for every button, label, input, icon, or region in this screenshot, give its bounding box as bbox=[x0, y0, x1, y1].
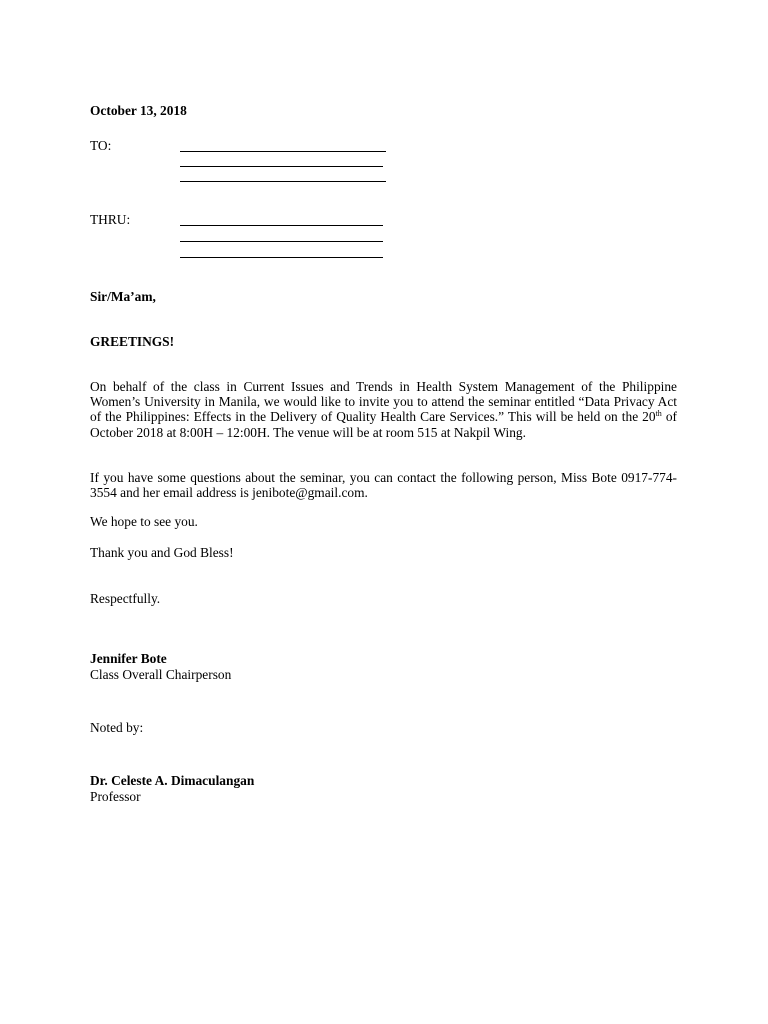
signatory-title: Class Overall Chairperson bbox=[90, 667, 232, 682]
signatory-name: Jennifer Bote bbox=[90, 651, 167, 666]
closing: Respectfully. bbox=[90, 591, 161, 606]
body-paragraph-invitation bbox=[90, 379, 677, 440]
noted-by-label: Noted by: bbox=[90, 720, 144, 735]
body-paragraph-thanks: Thank you and God Bless! bbox=[90, 545, 234, 560]
greeting: GREETINGS! bbox=[90, 334, 175, 349]
salutation: Sir/Ma’am, bbox=[90, 289, 156, 304]
invitation-text-part-1: On behalf of the class in Current Issues and Trends in Health System Management of the Philippine Women’s University in Manila, we would like to invite you to attend the seminar entitled “Data Privacy Act of the Philippines: Effects in the Delivery of Quality Health Care Services.” This will be held on the 20 bbox=[90, 379, 677, 425]
thru-blank-line-3 bbox=[180, 257, 383, 258]
noter-title: Professor bbox=[90, 789, 141, 804]
thru-label: THRU: bbox=[90, 212, 131, 227]
to-blank-line-2 bbox=[180, 166, 383, 167]
noter-name: Dr. Celeste A. Dimaculangan bbox=[90, 773, 255, 788]
thru-blank-line-1 bbox=[180, 225, 383, 226]
invitation-text-part-2: of October 2018 at 8:00H – 12:00H. The venue will be at room 515 at Nakpil Wing. bbox=[90, 409, 677, 440]
body-paragraph-contact: If you have some questions about the seminar, you can contact the following person, Miss Bote 0917-774-3554 and her email address is jenibote@gmail.com. bbox=[90, 470, 677, 501]
to-blank-line-3 bbox=[180, 181, 386, 182]
to-blank-line-1 bbox=[180, 151, 386, 152]
letter-date: October 13, 2018 bbox=[90, 103, 187, 118]
body-paragraph-hope: We hope to see you. bbox=[90, 514, 198, 529]
ordinal-suffix: th bbox=[655, 409, 662, 419]
to-label: TO: bbox=[90, 138, 112, 153]
thru-blank-line-2 bbox=[180, 241, 383, 242]
